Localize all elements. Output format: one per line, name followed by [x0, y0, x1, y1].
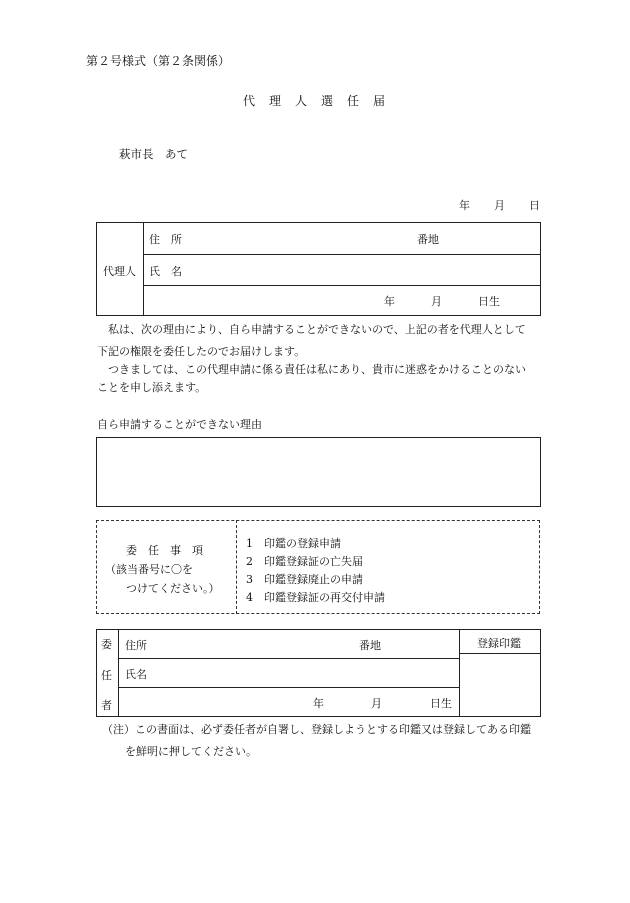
agent-name-label: 氏 名 — [149, 265, 182, 278]
delegator-birth-year: 年 — [313, 697, 324, 710]
statement-line-2: 下記の権限を委任したのでお届けします。 — [97, 345, 306, 358]
note-line-2: を鮮明に押してください。 — [125, 745, 257, 758]
delegator-side-char-1: 委 — [101, 638, 112, 651]
delegation-note-1: （該当番号に〇を — [105, 563, 193, 576]
page-title: 代 理 人 選 任 届 — [243, 94, 387, 108]
delegator-birth-month: 月 — [371, 697, 382, 710]
seal-label: 登録印鑑 — [477, 637, 521, 650]
statement-line-4: ことを申し添えます。 — [97, 381, 207, 394]
delegation-item-4[interactable]: 4 印鑑登録証の再交付申請 — [246, 591, 385, 604]
delegator-side-char-3: 者 — [101, 699, 112, 712]
delegation-item-3[interactable]: 3 印鑑登録廃止の申請 — [246, 573, 363, 586]
agent-birth-year: 年 — [384, 295, 395, 308]
delegation-item-2[interactable]: 2 印鑑登録証の亡失届 — [246, 555, 363, 568]
addressee: 萩市長 あて — [119, 147, 188, 161]
date-day-label: 日 — [529, 199, 540, 212]
date-year-label: 年 — [459, 199, 470, 212]
agent-address-label: 住 所 — [149, 233, 182, 246]
note-line-1: （注）この書面は、必ず委任者が自署し、登録しようとする印鑑又は登録してある印鑑 — [102, 723, 531, 736]
agent-birth-month: 月 — [431, 295, 442, 308]
agent-birth-day: 日生 — [478, 295, 500, 308]
date-month-label: 月 — [494, 199, 505, 212]
agent-side-label: 代理人 — [103, 265, 136, 278]
delegation-item-1[interactable]: 1 印鑑の登録申請 — [246, 537, 341, 550]
delegator-banchi-label: 番地 — [359, 639, 381, 652]
delegator-name-label: 氏名 — [125, 668, 147, 681]
delegator-address-label: 住所 — [125, 639, 147, 652]
agent-banchi-label: 番地 — [417, 233, 439, 246]
form-number: 第２号様式（第２条関係） — [86, 54, 231, 68]
delegator-birth-day: 日生 — [430, 697, 452, 710]
delegator-side-char-2: 任 — [101, 669, 112, 682]
delegation-note-2: つけてください。） — [126, 582, 220, 595]
statement-line-3: つきましては、この代理申請に係る責任は私にあり、貴市に迷惑をかけることのない — [108, 363, 526, 376]
reason-label: 自ら申請することができない理由 — [97, 418, 262, 431]
reason-box[interactable] — [96, 437, 541, 507]
statement-line-1: 私は、次の理由により、自ら申請することができないので、上記の者を代理人として — [108, 323, 526, 336]
delegation-heading: 委 任 事 項 — [126, 544, 203, 557]
